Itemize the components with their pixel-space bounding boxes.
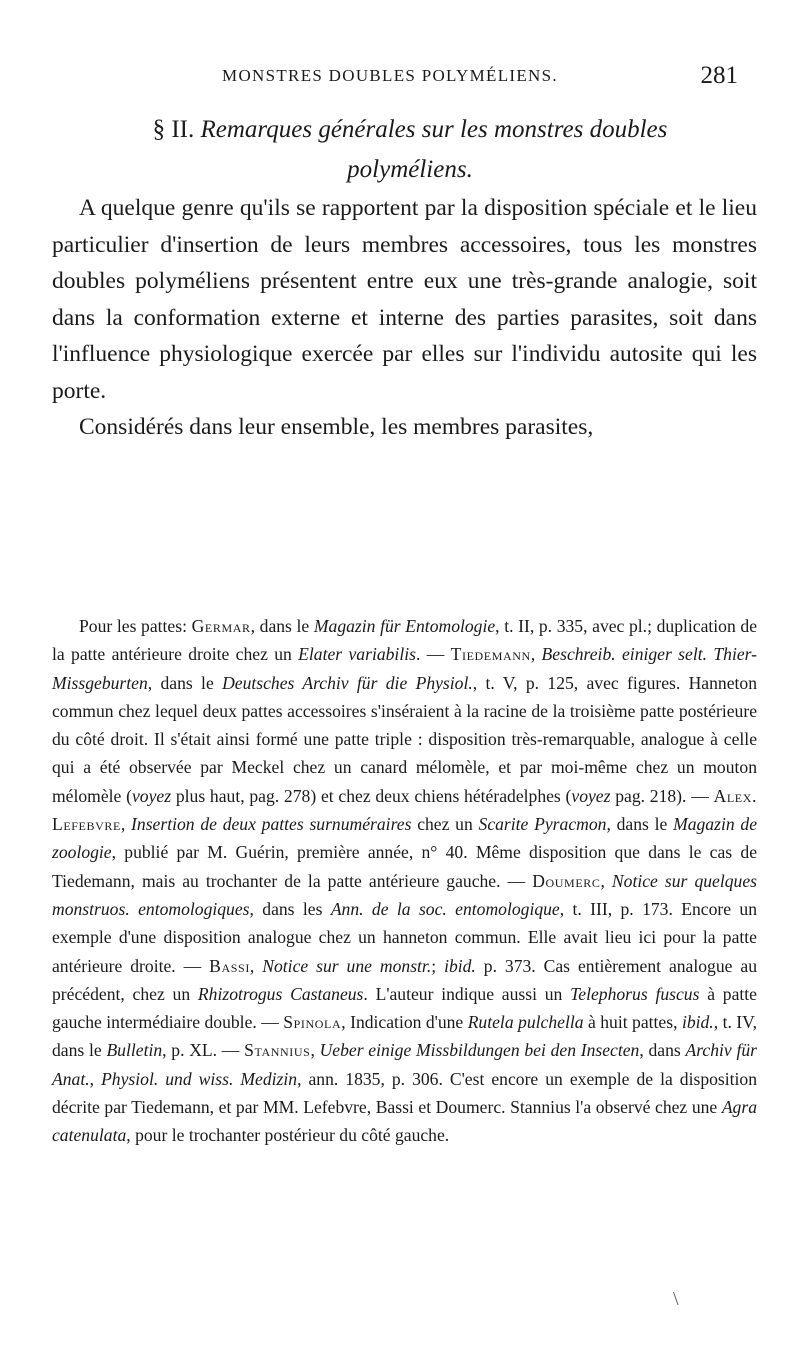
footnote-segment: voyez [571, 785, 611, 806]
footnote-segment: , dans les [249, 898, 331, 919]
footnote-segment: , [249, 955, 263, 976]
footnote-segment: , dans le [250, 616, 314, 636]
footnote-segment: Magazin de zoologie [52, 814, 758, 863]
stray-mark: \ [673, 1288, 679, 1310]
footnote-segment: , t. V, p. 125, avec figures. Hanneton commun chez lequel deux pattes accessoires s'inséraient à la racine de la troisième patte postérieure du côté droit. Il s'était ainsi formé une patte triple : disposition très-remarquable, analogue à celle qui a été observée par Meckel chez un canard mélomèle, et par moi-même chez un mouton mélomèle ( [52, 672, 757, 806]
footnote-segment: Insertion de deux pattes surnuméraires [131, 814, 412, 835]
footnote-segment: voyez [132, 785, 172, 806]
footnote-segment: Notice sur quelques monstruos. entomologiques [52, 870, 757, 919]
footnote-segment: Notice sur une monstr. [262, 955, 432, 976]
footnote-segment: ibid. [444, 955, 476, 976]
footnote-segment: Agra catenulata [52, 1097, 757, 1146]
section-number: § II. [152, 116, 195, 143]
footnote-segment: , [120, 814, 132, 835]
footnote-segment: Archiv für Anat. [52, 1040, 757, 1089]
footnote-segment: Ueber einige Missbildungen bei den Insecten [319, 1040, 640, 1061]
footnote-segment: , Indication d'une [341, 1012, 468, 1033]
body-paragraph-1: A quelque genre qu'ils se rapportent par la disposition spéciale et le lieu particulier d'insertion de leurs membres accessoires, tous les monstres doubles polyméliens présentent entre eux une très-grande analogie, soit dans la conformation externe et interne des parties parasites, soit dans l'influence physiologique exercée par elles sur l'individu autosite qui les porte. [52, 195, 757, 404]
footnote-segment: , [600, 870, 612, 891]
footnote [52, 612, 757, 1150]
body-text [52, 190, 757, 446]
footnote-segment: . — [415, 644, 451, 665]
running-title: MONSTRES DOUBLES POLYMÉLIENS. [222, 66, 558, 85]
footnote-segment: Rutela pulchella [467, 1012, 584, 1033]
footnote-segment: , [89, 1068, 102, 1089]
footnote-segment: ibid. [681, 1012, 714, 1033]
footnote-segment: à huit pattes, [583, 1012, 682, 1033]
footnote-segment: Pour les pattes: [79, 616, 192, 636]
footnote-segment: Beschreib. einiger selt. Thier-Missgeburten [52, 644, 757, 693]
footnote-segment: , publié par M. Guérin, première année, n° 40. Même disposition que dans le cas de Tiedemann, mais au trochanter de la patte antérieure gauche. — [52, 842, 757, 891]
footnote-segment: ; [431, 955, 445, 976]
body-paragraph-2: Considérés dans leur ensemble, les membres parasites, [79, 414, 594, 440]
footnote-segment: , pour le trochanter postérieur du côté gauche. [126, 1125, 450, 1146]
section-title-line2: polyméliens. [347, 156, 473, 183]
section-heading [70, 110, 750, 190]
footnote-segment: Elater variabilis [298, 644, 416, 665]
footnote-segment: Scarite Pyracmon [478, 814, 607, 835]
footnote-segment: Magazin für Entomologie [313, 616, 496, 636]
footnote-segment: Doumerc [532, 870, 601, 891]
footnote-segment: Rhizotrogus Castaneus [197, 983, 364, 1004]
running-head [110, 62, 738, 96]
footnote-segment: p. 373. Cas entièrement analogue au précédent, chez un [52, 955, 757, 1004]
footnote-segment: Deutsches Archiv für die Physiol. [222, 672, 473, 693]
footnote-segment: Telephorus fuscus [570, 983, 700, 1004]
footnote-segment: Bulletin [106, 1040, 163, 1061]
footnote-segment: Physiol. und wiss. Medizin [101, 1068, 298, 1089]
footnote-segment: , t. IV, dans le [52, 1012, 757, 1061]
footnote-segment: , [310, 1040, 320, 1061]
footnote-segment: Alex. Lefebvre [52, 785, 757, 835]
section-title-line1: Remarques générales sur les monstres doubles [200, 116, 668, 143]
footnote-segment: , t. III, p. 173. Encore un exemple d'une disposition analogue chez un hanneton commun. Elle avait lieu ici pour la patte antérieure droite. — [52, 898, 757, 976]
footnote-segment: , p. XL. — [162, 1040, 245, 1061]
footnote-segment: , t. II, p. 335, avec pl.; duplication de la patte antérieure droite chez un [52, 616, 757, 665]
footnote-segment: , dans le [147, 672, 223, 693]
footnote-segment: Ann. de la soc. entomologique [330, 898, 560, 919]
footnote-segment: Spinola [283, 1012, 342, 1033]
footnote-segment: Stannius [244, 1040, 311, 1061]
footnote-segment: , dans [639, 1040, 686, 1061]
footnote-segment: chez un [411, 814, 479, 835]
footnote-segment: Germar [191, 616, 251, 636]
footnote-segment: Bassi [209, 955, 250, 976]
footnote-segment: pag. 218). — [610, 785, 714, 806]
footnote-segment: . L'auteur indique aussi un [363, 983, 571, 1004]
footnote-segment: Tiedemann [450, 644, 531, 665]
section-heading-line1 [70, 110, 750, 150]
footnote-segment: à patte gauche intermédiaire double. — [52, 983, 757, 1033]
footnote-segment: , [530, 644, 542, 665]
footnote-segment: plus haut, pag. 278) et chez deux chiens hétéradelphes ( [171, 785, 572, 806]
page-number: 281 [700, 62, 738, 89]
footnote-segment: , ann. 1835, p. 306. C'est encore un exemple de la disposition décrite par Tiedemann, et par MM. Lefebvre, Bassi et Doumerc. Stannius l'a observé chez une [52, 1068, 758, 1118]
footnote-segment: , dans le [606, 814, 674, 835]
